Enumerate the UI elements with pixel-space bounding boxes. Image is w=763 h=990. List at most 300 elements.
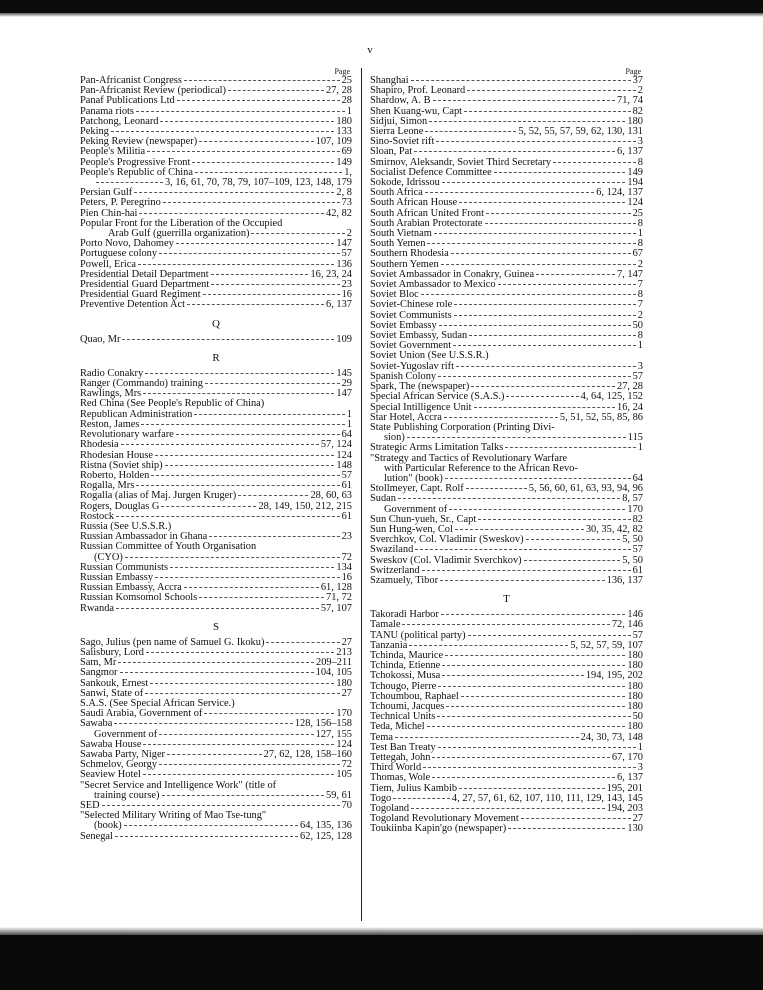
- dot-leader: [414, 151, 615, 152]
- section-letter: Q: [212, 317, 220, 330]
- entry-label: Peking Review (newspaper): [80, 136, 198, 148]
- dot-leader: [138, 264, 334, 265]
- index-column-left: [80, 68, 352, 842]
- dot-leader: [111, 131, 335, 132]
- entry-label: (CYO): [94, 551, 123, 563]
- entry-pages: 72: [341, 551, 352, 563]
- entry-pages: 2: [637, 258, 643, 270]
- dot-leader: [421, 294, 636, 295]
- entry-label: Russian Embassy, Accra: [80, 582, 182, 594]
- entry-pages: 104, 105: [315, 667, 352, 679]
- index-entry-text: Russia (See U.S.S.R.): [80, 520, 172, 532]
- entry-pages: 24, 30, 73, 148: [580, 731, 643, 743]
- index-entry: [80, 430, 352, 440]
- dot-leader: [251, 233, 344, 234]
- entry-label: Soviet Government: [370, 340, 452, 352]
- entry-label: Sverchkov, Col. Vladimir (Sweskov): [370, 534, 524, 546]
- entry-pages: 59, 61: [326, 789, 352, 801]
- entry-pages: 149: [627, 166, 643, 178]
- dot-leader: [155, 455, 334, 456]
- entry-pages: 5, 56, 60, 61, 63, 93, 94, 96: [528, 483, 643, 495]
- entry-label: Panaf Publications Ltd: [80, 95, 175, 107]
- entry-pages: 170: [627, 503, 643, 515]
- entry-label: Soviet Ambassador to Mexico: [370, 279, 496, 291]
- entry-pages: 27, 28: [326, 85, 352, 97]
- dot-leader: [442, 182, 626, 183]
- entry-pages: 133: [336, 126, 352, 138]
- entry-pages: 2: [637, 309, 643, 321]
- entry-label: Reston, James: [80, 418, 140, 430]
- entry-pages: 107, 109: [315, 136, 352, 148]
- entry-pages: 50: [632, 319, 643, 331]
- entry-pages: 28, 60, 63: [310, 490, 352, 502]
- entry-pages: 4, 64, 125, 152: [580, 391, 643, 403]
- entry-label: Sino-Soviet rift: [370, 136, 435, 148]
- index-entry: [370, 392, 643, 402]
- entry-label: Sam, Mr: [80, 657, 117, 669]
- entry-pages: 180: [627, 649, 643, 661]
- dot-leader: [478, 519, 630, 520]
- dot-leader: [498, 284, 636, 285]
- dot-leader: [438, 747, 636, 748]
- entry-label: Porto Novo, Dahomey: [80, 238, 174, 250]
- entry-pages: 8, 57: [622, 493, 643, 505]
- dot-leader: [184, 587, 319, 588]
- entry-label: South Yemen: [370, 238, 426, 250]
- dot-leader: [505, 447, 636, 448]
- scan-bottom-border: [0, 935, 763, 990]
- entry-pages: 180: [627, 680, 643, 692]
- dot-leader: [177, 100, 340, 101]
- index-entry: [370, 494, 643, 504]
- entry-pages: 2: [346, 228, 352, 240]
- entry-pages: 180: [336, 677, 352, 689]
- entry-pages: 5, 50: [622, 554, 643, 566]
- entry-pages: 57: [632, 544, 643, 556]
- dot-leader: [160, 121, 334, 122]
- dot-leader: [96, 182, 163, 183]
- entry-label: Soviet Embassy: [370, 319, 437, 331]
- dot-leader: [453, 345, 636, 346]
- entry-pages: 1,: [344, 166, 352, 178]
- entry-label: Togoland Revolutionary Movement: [370, 813, 519, 825]
- entry-pages: 5, 52, 57, 59, 107: [570, 639, 643, 651]
- entry-pages: 3: [637, 762, 643, 774]
- dot-leader: [432, 777, 615, 778]
- dot-leader: [115, 836, 298, 837]
- dot-leader: [136, 485, 339, 486]
- entry-label: Presidential Guard Department: [80, 279, 210, 291]
- dot-leader: [459, 788, 605, 789]
- index-entry: [370, 443, 643, 453]
- dot-leader: [471, 386, 615, 387]
- entry-pages: 62, 125, 128: [300, 830, 352, 842]
- entry-pages: 16, 24: [617, 401, 643, 413]
- dot-leader: [165, 465, 335, 466]
- entry-pages: 1: [637, 741, 643, 753]
- index-entry-text: "Selected Military Writing of Mao Tse-tung": [80, 810, 267, 822]
- entry-label: Soviet Embassy, Sudan: [370, 330, 468, 342]
- entry-label: Peters, P. Peregrino: [80, 197, 161, 209]
- dot-leader: [436, 141, 635, 142]
- entry-pages: 1: [637, 340, 643, 352]
- dot-leader: [145, 693, 339, 694]
- dot-leader: [434, 233, 636, 234]
- dot-leader: [155, 577, 340, 578]
- entry-pages: 194, 203: [606, 803, 643, 815]
- index-entry-text: Popular Front for the Liberation of the Occupied: [80, 217, 283, 229]
- dot-leader: [118, 662, 314, 663]
- dot-leader: [445, 478, 631, 479]
- dot-leader: [506, 396, 578, 397]
- dot-leader: [159, 253, 340, 254]
- entry-label: Tanzania: [370, 639, 408, 651]
- entry-pages: 2, 8: [336, 187, 352, 199]
- dot-leader: [425, 192, 594, 193]
- index-entry-text: Red China (See People's Republic of China): [80, 398, 265, 410]
- entry-label: Sidjui, Simon: [370, 115, 428, 127]
- dot-leader: [184, 80, 340, 81]
- entry-pages: 50: [632, 711, 643, 723]
- dot-leader: [159, 734, 313, 735]
- entry-label: Soviet Bloc: [370, 289, 419, 301]
- entry-label: Pan-Africanist Review (periodical): [80, 85, 226, 97]
- dot-leader: [125, 557, 340, 558]
- entry-pages: 71, 74: [617, 95, 643, 107]
- entry-pages: 124: [336, 738, 352, 750]
- entry-label: Republican Administration: [80, 408, 193, 420]
- entry-pages: 105: [336, 769, 352, 781]
- entry-pages: 72, 146: [611, 619, 643, 631]
- dot-leader: [469, 335, 636, 336]
- entry-pages: 127, 155: [315, 728, 352, 740]
- entry-pages: 69: [341, 146, 352, 158]
- entry-pages: 1: [637, 442, 643, 454]
- entry-pages: 57: [632, 629, 643, 641]
- entry-label: South African House: [370, 197, 458, 209]
- dot-leader: [446, 706, 625, 707]
- dot-leader: [145, 373, 334, 374]
- entry-pages: 8: [637, 238, 643, 250]
- entry-pages: 4, 27, 57, 61, 62, 107, 110, 111, 129, 143, 145: [451, 792, 643, 804]
- entry-pages: 73: [341, 197, 352, 209]
- entry-pages: 180: [627, 660, 643, 672]
- entry-pages: 148: [336, 459, 352, 471]
- entry-pages: 67: [632, 248, 643, 260]
- left-entry-list: [80, 76, 352, 842]
- entry-pages: 72: [341, 759, 352, 771]
- dot-leader: [143, 774, 335, 775]
- entry-label: Special Intilligence Unit: [370, 401, 472, 413]
- index-entry: [80, 117, 352, 127]
- entry-label: Shanghai: [370, 75, 409, 86]
- entry-label: Soviet Communists: [370, 309, 452, 321]
- entry-pages: 1: [637, 228, 643, 240]
- entry-pages: 170: [336, 708, 352, 720]
- dot-leader: [440, 580, 605, 581]
- section-letter: R: [212, 351, 220, 364]
- dot-leader: [427, 726, 626, 727]
- dot-leader: [442, 675, 584, 676]
- index-entry-text: with Particular Reference to the African Revo-: [384, 462, 578, 474]
- dot-leader: [199, 597, 324, 598]
- entry-label: Takoradi Harbor: [370, 609, 439, 621]
- entry-pages: 61: [341, 480, 352, 492]
- entry-label: Quao, Mr: [80, 333, 121, 345]
- dot-leader: [161, 506, 256, 507]
- entry-pages: 8: [637, 289, 643, 301]
- dot-leader: [167, 754, 262, 755]
- index-entry: [80, 440, 352, 450]
- entry-label: training course): [94, 789, 160, 801]
- entry-pages: 8: [637, 156, 643, 168]
- index-entry: [80, 604, 352, 614]
- entry-pages: 67, 170: [611, 752, 643, 763]
- entry-pages: 6, 137: [617, 146, 643, 158]
- index-entry: [80, 791, 352, 801]
- entry-label: Sago, Julius (pen name of Samuel G. Ikoku): [80, 636, 265, 648]
- entry-label: Sloan, Pat: [370, 146, 413, 158]
- dot-leader: [395, 737, 579, 738]
- entry-pages: 57: [341, 469, 352, 481]
- dot-leader: [411, 808, 605, 809]
- entry-label: Teda, Michel: [370, 721, 425, 733]
- entry-label: Persian Gulf: [80, 187, 133, 199]
- entry-label: Seaview Hotel: [80, 769, 141, 781]
- entry-label: Rhodesia: [80, 439, 119, 451]
- entry-pages: 147: [336, 388, 352, 400]
- entry-pages: 7: [637, 279, 643, 291]
- entry-label: Salisbury, Lord: [80, 646, 144, 658]
- entry-pages: 3, 16, 61, 70, 78, 79, 107–109, 123, 148, 179: [164, 177, 352, 189]
- entry-label: Russian Communists: [80, 561, 169, 573]
- dot-leader: [211, 284, 339, 285]
- entry-label: Sierra Leone: [370, 126, 424, 138]
- entry-label: Pan-Africanist Congress: [80, 75, 182, 86]
- dot-leader: [444, 417, 558, 418]
- entry-label: Togo: [370, 792, 392, 804]
- dot-leader: [195, 172, 342, 173]
- dot-leader: [407, 437, 626, 438]
- dot-leader: [205, 383, 340, 384]
- entry-pages: 213: [336, 646, 352, 658]
- entry-label: Pien Chin-hai: [80, 207, 138, 219]
- entry-label: Tchougo, Pierre: [370, 680, 437, 692]
- entry-pages: 37: [632, 75, 643, 86]
- entry-label: Sangmor: [80, 667, 118, 679]
- entry-label: Southern Rhodesia: [370, 248, 449, 260]
- dot-leader: [211, 274, 309, 275]
- dot-leader: [427, 243, 635, 244]
- dot-leader: [429, 121, 625, 122]
- entry-label: South Arabian Protectorate: [370, 217, 483, 229]
- dot-leader: [151, 475, 339, 476]
- entry-pages: 5, 50: [622, 534, 643, 546]
- entry-label: Technical Units: [370, 711, 436, 723]
- entry-label: Spanish Colony: [370, 370, 437, 382]
- index-entry: [370, 824, 643, 834]
- dot-leader: [466, 488, 527, 489]
- entry-pages: 30, 35, 42, 82: [585, 523, 643, 535]
- entry-label: Special African Service (S.A.S.): [370, 391, 505, 403]
- right-entry-list: [370, 76, 643, 835]
- entry-pages: 209–211: [316, 657, 352, 669]
- dot-leader: [209, 536, 339, 537]
- entry-pages: 6, 137: [326, 299, 352, 311]
- dot-leader: [454, 315, 636, 316]
- entry-label: Spark, The (newspaper): [370, 381, 470, 393]
- entry-label: Russian Embassy: [80, 571, 154, 583]
- entry-pages: 180: [627, 115, 643, 127]
- entry-label: Swaziland: [370, 544, 414, 556]
- dot-leader: [456, 366, 636, 367]
- dot-leader: [114, 723, 293, 724]
- index-entry: [80, 593, 352, 603]
- entry-label: South Vietnam: [370, 228, 432, 240]
- entry-pages: 64: [341, 429, 352, 441]
- dot-leader: [437, 716, 630, 717]
- entry-pages: 149: [336, 156, 352, 168]
- entry-label: Shen Kuang-wu, Capt: [370, 105, 463, 117]
- entry-pages: 180: [627, 721, 643, 733]
- dot-leader: [455, 529, 584, 530]
- index-entry: [370, 610, 643, 620]
- entry-pages: 1: [346, 418, 352, 430]
- entry-label: Szamuely, Tibor: [370, 574, 439, 586]
- dot-leader: [468, 635, 631, 636]
- dot-leader: [176, 434, 340, 435]
- entry-pages: 70: [341, 800, 352, 811]
- dot-leader: [122, 339, 334, 340]
- entry-label: Sokode, Idrissou: [370, 177, 440, 189]
- entry-label: Tiem, Julius Kambib: [370, 782, 458, 794]
- entry-pages: 28: [341, 95, 352, 107]
- dot-leader: [485, 223, 636, 224]
- entry-pages: 71, 72: [326, 592, 352, 604]
- entry-label: Sawaba House: [80, 738, 142, 750]
- dot-leader: [422, 570, 631, 571]
- section-letter: S: [212, 620, 220, 633]
- entry-label: Tema: [370, 731, 393, 743]
- entry-label: sion): [384, 432, 405, 444]
- dot-leader: [415, 549, 630, 550]
- index-entry-text: "Strategy and Tactics of Revolutionary Warfare: [370, 452, 568, 464]
- entry-label: Soviet-Yugoslav rift: [370, 360, 454, 372]
- entry-pages: 130: [627, 823, 643, 835]
- entry-label: Tchoumi, Jacques: [370, 700, 445, 712]
- dot-leader: [449, 509, 625, 510]
- index-entry-text: "Secret Service and Intelligence Work" (title of: [80, 779, 277, 791]
- dot-leader: [438, 686, 625, 687]
- entry-label: Test Ban Treaty: [370, 741, 436, 753]
- entry-pages: 16, 23, 24: [310, 268, 352, 280]
- entry-label: Presidential Detail Department: [80, 268, 209, 280]
- entry-pages: 194: [627, 177, 643, 189]
- page-number: v: [367, 44, 373, 56]
- entry-label: Panama riots: [80, 105, 134, 117]
- entry-label: Presidential Guard Regiment: [80, 289, 201, 301]
- entry-label: Soviet-Chinese role: [370, 299, 453, 311]
- section-letter: T: [503, 593, 510, 606]
- dot-leader: [163, 202, 340, 203]
- dot-leader: [192, 162, 334, 163]
- entry-label: Revolutionary warfare: [80, 429, 174, 441]
- entry-label: Ranger (Commando) training: [80, 378, 203, 390]
- entry-label: People's Republic of China: [80, 166, 193, 178]
- dot-leader: [451, 253, 631, 254]
- dot-leader: [162, 795, 325, 796]
- dot-leader: [494, 172, 626, 173]
- entry-pages: 3: [637, 136, 643, 148]
- dot-leader: [176, 243, 335, 244]
- index-entry: [370, 794, 643, 804]
- entry-label: Socialist Defence Committee: [370, 166, 492, 178]
- index-entry: [80, 300, 352, 310]
- entry-label: Sankouk, Ernest: [80, 677, 149, 689]
- entry-pages: 82: [632, 105, 643, 117]
- entry-label: Schmelov, Georgy: [80, 759, 158, 771]
- dot-leader: [139, 213, 324, 214]
- dot-leader: [116, 516, 340, 517]
- entry-label: People's Progressive Front: [80, 156, 191, 168]
- dot-leader: [461, 696, 626, 697]
- dot-leader: [187, 304, 324, 305]
- entry-label: Rogalla, Mrs: [80, 480, 135, 492]
- entry-pages: 23: [341, 279, 352, 291]
- entry-label: Ristna (Soviet ship): [80, 459, 163, 471]
- dot-leader: [121, 444, 319, 445]
- entry-label: Southern Yemen: [370, 258, 439, 270]
- entry-label: Switzerland: [370, 564, 420, 576]
- dot-leader: [147, 151, 340, 152]
- entry-label: Russian Ambassador in Ghana: [80, 531, 208, 543]
- entry-pages: 25: [341, 75, 352, 86]
- entry-pages: 23: [341, 531, 352, 543]
- entry-label: Government of: [94, 728, 158, 740]
- entry-label: Powell, Erica: [80, 258, 136, 270]
- index-entry-text: Russian Committee of Youth Organisation: [80, 541, 257, 553]
- dot-leader: [204, 713, 334, 714]
- entry-label: SED: [80, 800, 100, 811]
- entry-label: Shardow, A. B: [370, 95, 431, 107]
- entry-label: Smirnov, Aleksandr, Soviet Third Secretary: [370, 156, 552, 168]
- entry-label: Rogers, Douglas G: [80, 500, 160, 512]
- entry-pages: 115: [627, 432, 643, 444]
- entry-label: Tamale: [370, 619, 401, 631]
- entry-pages: 29: [341, 378, 352, 390]
- dot-leader: [474, 407, 615, 408]
- entry-pages: 27: [341, 687, 352, 699]
- dot-leader: [266, 642, 339, 643]
- entry-pages: 180: [627, 690, 643, 702]
- dot-leader: [228, 90, 324, 91]
- entry-label: Sun Chun-yueh, Sr., Capt: [370, 513, 477, 525]
- dot-leader: [442, 665, 625, 666]
- entry-label: Sawaba Party, Niger: [80, 748, 166, 760]
- index-entry: [80, 491, 352, 501]
- entry-pages: 7, 147: [617, 268, 643, 280]
- entry-pages: 25: [632, 207, 643, 219]
- entry-label: Sudan: [370, 493, 396, 505]
- entry-label: lution" (book): [384, 472, 443, 484]
- entry-label: Radio Conakry: [80, 367, 144, 379]
- entry-label: People's Militia: [80, 146, 146, 158]
- entry-pages: 134: [336, 561, 352, 573]
- dot-leader: [433, 100, 615, 101]
- entry-pages: 6, 124, 137: [596, 187, 643, 199]
- entry-label: Third World: [370, 762, 422, 774]
- dot-leader: [150, 683, 334, 684]
